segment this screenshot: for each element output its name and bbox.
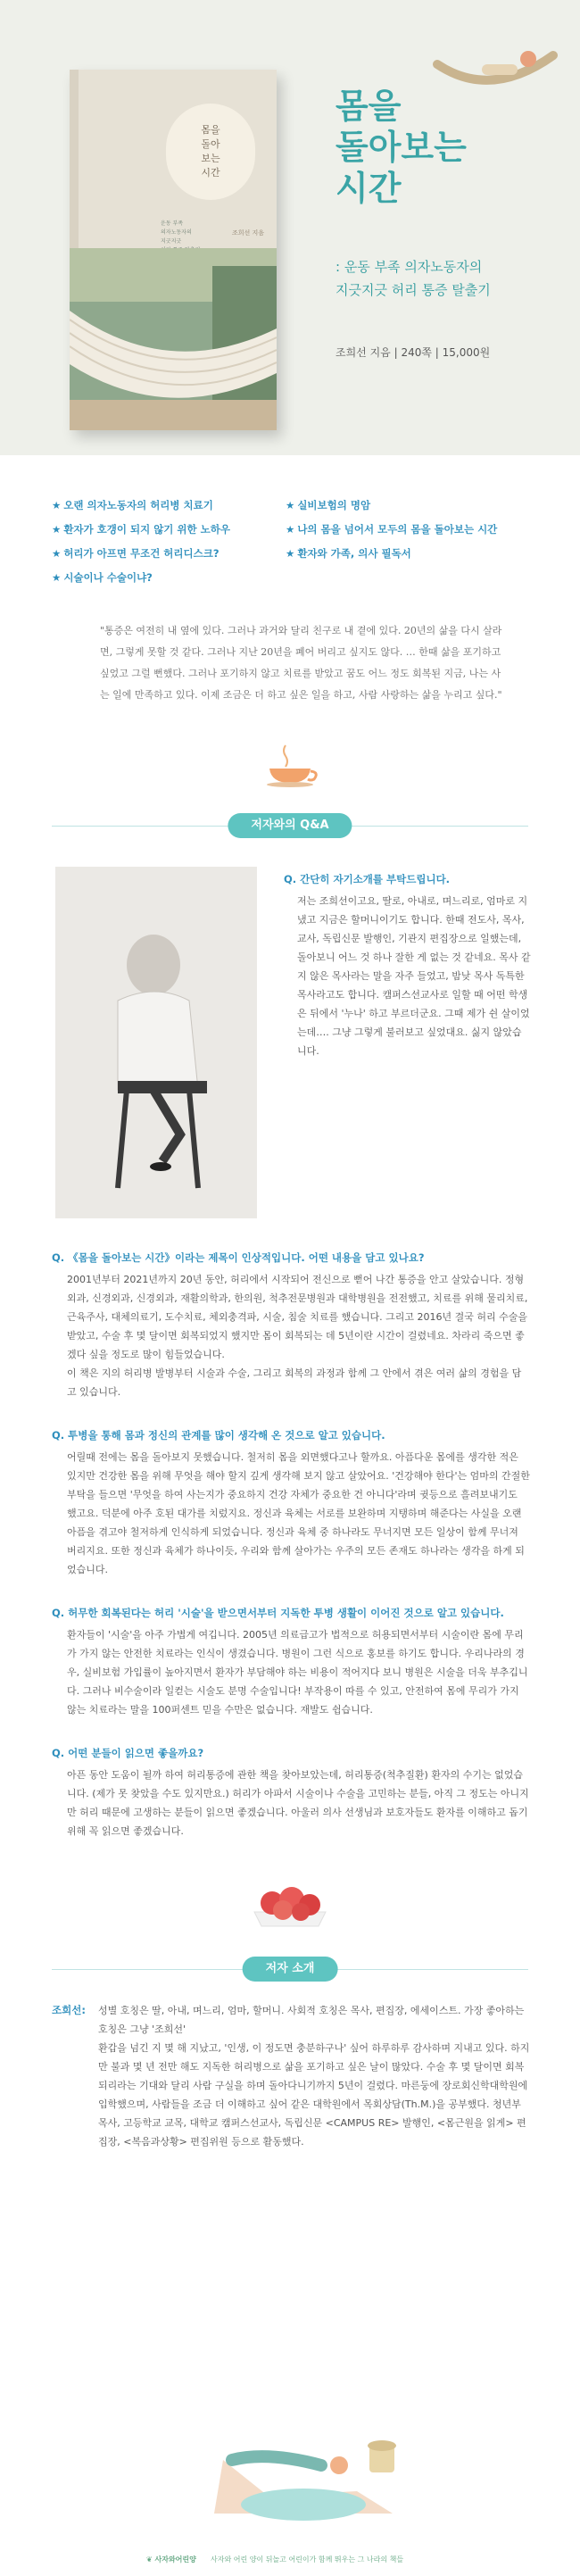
- star-icon: ★: [52, 571, 62, 584]
- feature-list: [0, 455, 580, 585]
- qa-section-title: 저자와의 Q&A: [228, 813, 352, 838]
- star-icon: ★: [286, 523, 295, 536]
- feature-item: [52, 546, 282, 561]
- book-cover-title-line: 돌아: [201, 138, 220, 150]
- feature-text: 나의 몸을 넘어서 모두의 몸을 돌아보는 시간: [297, 523, 498, 536]
- feature-item: [286, 546, 528, 561]
- qa-answer-paragraph: 환자들이 '시술'을 아주 가볍게 여깁니다. 2005년 의료급고가 법적으로 허용되면서부터 시술이란 몸에 무리가 가지 않는 안전한 치료라는 인식이 생겼습니다. 병원이 그런 식으로 홍보를 하기도 합니다. 우리나라의 경우, 실비보험 가입률이 높아지면서 환자가 부담해야 하는 비용이 적어지다 보니 병원은 시술을 더욱 부추깁니다. 그러나 비수술이라 일컫는 시술도 분명 수술입니다! 부작용이 따를 수 있고, 안전하여 몸에 무리가 가지 않는 치료라는 말을 100퍼센트 믿을 수만은 없습니다. 재발도 쉽습니다.: [67, 1629, 528, 1716]
- feature-text: 오랜 의자노동자의 허리병 치료기: [63, 499, 213, 511]
- qa-item: [52, 1249, 530, 1401]
- hero-subtitle-line: 지긋지긋 허리 통증 탈출기: [336, 282, 491, 298]
- author-bio-paragraph: 성별 호칭은 딸, 아내, 며느리, 엄마, 할머니. 사회적 호칭은 목사, 편집장, 에세이스트. 가장 좋아하는 호칭은 그냥 '조희선': [98, 2005, 525, 2035]
- footer-illustration: [0, 2406, 580, 2540]
- teacup-icon: [259, 742, 321, 788]
- footer: [0, 2406, 580, 2576]
- qa-answer: [52, 1270, 530, 1401]
- author-section-banner: [0, 1951, 580, 1987]
- author-bio-paragraph: 환갑을 넘긴 지 몇 해 지났고, '인생, 이 정도면 충분하구나' 싶어 하루하루 감사하며 지내고 있다. 하지만 불과 몇 년 전만 해도 지독한 허리병으로 삶을 포기하고 싶은 날이 많았다. 수술 후 몇 달이면 회복되리라는 기대와 달리 사람 구실을 하며 돌아다니기까지 5년이 걸렸다. 마른둥에 장로회신학대학원에 입학했으며, 사람들을 조금 더 이해하고 싶어 같은 대학원에서 목회상담(Th.M.)을 공부했다. 청년부 목사, 고등학교 교목, 대학교 캠퍼스선교사, 독립신문 <CAMPUS RE> 발행인, <몸근원을 읽게> 편집장, <복음과상황> 편집위원 등으로 활동했다.: [98, 2042, 530, 2148]
- hero-title: [336, 86, 467, 209]
- intro-answer: 저는 조희선이고요, 딸로, 아내로, 며느리로, 엄마로 지냈고 지금은 할머니이기도 합니다. 한때 전도사, 목사, 교사, 독립신문 발행인, 기관지 편집장으로 일했는데, 돌아보니 어느 것 하나 잘한 게 없는 것 같네요. 목사 같지 않은 목사라는 말을 자주 들었고, 밤낮 목사 독특한 목사라고도 합니다. 캠퍼스선교사로 일할 때 어떤 학생은 뒤에서 '누나' 하고 부르더군요. 그때 제가 쉰 살이었는데…. 그냥 그렇게 불러보고 싶었대요. 싫지 않았습니다.: [297, 895, 531, 1057]
- qa-list: [52, 1249, 530, 1841]
- qa-section-banner: [0, 808, 580, 843]
- hero-subtitle-line: : 운동 부족 의자노동자의: [336, 259, 483, 275]
- feature-item: [52, 522, 282, 536]
- book-cover-subtitle-line: 지긋지긋: [161, 238, 182, 245]
- book-cover-title-line: 시간: [201, 167, 220, 179]
- author-section: [52, 2001, 530, 2151]
- feature-text: 환자가 호갱이 되지 않기 위한 노하우: [63, 523, 230, 536]
- book-cover-subtitle-line: 운동 부족: [161, 220, 184, 227]
- author-name-label: 조희선:: [52, 2004, 86, 2016]
- hero-subtitle: [336, 255, 491, 302]
- qa-answer: [52, 1625, 530, 1719]
- feature-text: 환자와 가족, 의사 필독서: [297, 547, 411, 560]
- hero-title-line: 몸을: [336, 87, 402, 126]
- feature-item: [286, 498, 528, 512]
- qa-question: Q. 허무한 회복된다는 허리 '시술'을 받으면서부터 지독한 투병 생활이 이어진 것으로 알고 있습니다.: [52, 1607, 504, 1619]
- qa-item: [52, 1604, 530, 1719]
- book-quote: "통증은 여전히 내 옆에 있다. 그러나 과거와 달리 친구로 내 곁에 있다. 20년의 삶을 다시 살라면, 그렇게 못할 것 같다. 그러나 지난 20년을 폐어 버리고 싶지도 않다. … 한때 삶을 포기하고 싶었고 그럴 뻔했다. 그러나 포기하지 않고 치료를 받았고 꿈도 어느 정도 회복된 지금, 나는 사는 일에 만족하고 있다. 이제 조금은 더 하고 싶은 일을 하고, 사람 사랑하는 삶을 누리고 싶다.": [100, 625, 502, 701]
- qa-answer-paragraph: 어릴때 전에는 몸을 돌아보지 못했습니다. 철저히 몸을 외면했다고나 할까요. 아픔다운 몸에를 생각한 적은 있지만 건강한 몸을 위해 무엇을 해야 할지 깊게 생각해 보지 않고 살았어요. '건강해야 한다'는 엄마의 간절한 부탁을 들으면 '무엇을 하여 사는지가 중요하지 건강 자체가 중요한 건 아니다'라며 귓등으로 흘려보내기도 했고요. 덕분에 아주 호된 대가를 치렀지요. 정신과 육체는 서로를 보완하며 지탱하며 해준다는 사실을 오랜 아픔을 겪고야 철저하게 인식하게 되었습니다. 정신과 육체 중 하나라도 무너지면 모든 일상이 함께 무너져 버리지요. 또한 정신과 육체가 하나이듯, 우리와 함께 살아가는 우주의 모든 존재도 하나라는 생각을 하게 되었습니다.: [67, 1451, 530, 1575]
- leaf-icon: ❦: [146, 2555, 155, 2564]
- feature-text: 시술이나 수술이냐?: [63, 571, 153, 584]
- feature-item: [52, 498, 282, 512]
- qa-question: Q. 어떤 분들이 읽으면 좋을까요?: [52, 1747, 204, 1759]
- star-icon: ★: [52, 499, 62, 511]
- feature-text: 허리가 아프면 무조건 허리디스크?: [63, 547, 220, 560]
- author-section-title: 저자 소개: [243, 1957, 338, 1982]
- book-cover-title: [166, 104, 255, 200]
- star-icon: ★: [286, 547, 295, 560]
- qa-question: Q. 《몸을 돌아보는 시간》이라는 제목이 인상적입니다. 어떤 내용을 담고 있나요?: [52, 1251, 425, 1264]
- book-cover-title-line: 보는: [201, 153, 220, 164]
- qa-item: [52, 1426, 530, 1579]
- qa-answer-paragraph: 이 책은 지의 허리병 발병부터 시술과 수술, 그리고 회복의 과정과 함께 그 안에서 겪은 여러 삶의 경험을 담고 있습니다.: [67, 1367, 522, 1398]
- qa-item: [52, 1744, 530, 1841]
- hero-title-line: 돌아보는: [336, 128, 467, 167]
- book-cover: [70, 70, 277, 430]
- hero-section: [0, 0, 580, 455]
- feature-item: [52, 570, 282, 585]
- author-portrait: [55, 867, 257, 1218]
- book-meta: 조희선 지음 | 240쪽 | 15,000원: [336, 346, 491, 359]
- star-icon: ★: [286, 499, 295, 511]
- apples-icon: [245, 1876, 335, 1930]
- qa-question: Q. 투병을 통해 몸과 정신의 관계를 많이 생각해 온 것으로 알고 있습니다.: [52, 1429, 385, 1442]
- qa-answer: [52, 1766, 530, 1841]
- intro-question: Q. 간단히 자기소개를 부탁드립니다.: [284, 873, 451, 885]
- feature-text: 실비보험의 명암: [297, 499, 371, 511]
- intro-section: [0, 860, 580, 1234]
- hero-title-line: 시간: [336, 169, 402, 208]
- author-name: 조희선: [52, 2004, 82, 2016]
- feature-item: [286, 522, 528, 536]
- book-cover-author: 조희선 지음: [231, 229, 264, 237]
- publisher-logo: [146, 2555, 196, 2564]
- book-cover-hammock-photo: [70, 248, 277, 430]
- author-bio: [52, 2001, 530, 2151]
- book-cover-subtitle-line: 의자노동자의: [161, 229, 192, 236]
- star-icon: ★: [52, 523, 62, 536]
- qa-answer: [52, 1448, 530, 1579]
- publisher-name: 사자와어린양: [154, 2555, 196, 2564]
- book-cover-title-line: 몸을: [201, 124, 220, 136]
- qa-answer-paragraph: 아픈 동안 도움이 될까 하여 허리통증에 관한 책을 찾아보았는데, 허리통증(척추질환) 환자의 수기는 없었습니다. (제가 못 찾았을 수도 있지만요.) 허리가 아파서 시술이나 수술을 고민하는 분들, 아직 그 정도는 아니지만 허리 때문에 고생하는 분들이 읽으면 좋겠습니다. 아울러 의사 선생님과 보호자들도 환자를 이해하고 돕기 위해 꼭 읽으면 좋겠습니다.: [67, 1769, 529, 1837]
- star-icon: ★: [52, 547, 62, 560]
- qa-answer-paragraph: 2001년부터 2021년까지 20년 동안, 허리에서 시작되어 전신으로 뻗어 나간 통증을 안고 살았습니다. 정형외과, 신경외과, 신경외과, 재활의학과, 한의원, 척추전문병원과 대학병원을 전전했고, 치료를 위해 물리치료, 근육주사, 대체의료기, 도수치료, 체외충격파, 시술, 침술 치료를 했습니다. 그리고 2016년 결국 허리 수술을 받았고, 수술 후 몇 달이면 회복되었지 했지만 몸이 회복되는 데 5년이란 시간이 걸렸네요. 차라리 죽으면 좋겠다 싶을 정도로 많이 힘들었습니다.: [67, 1274, 528, 1360]
- publisher-slogan: 사자와 어린 양이 뒤놀고 어린이가 함께 뛰우는 그 나라의 책들: [211, 2555, 404, 2564]
